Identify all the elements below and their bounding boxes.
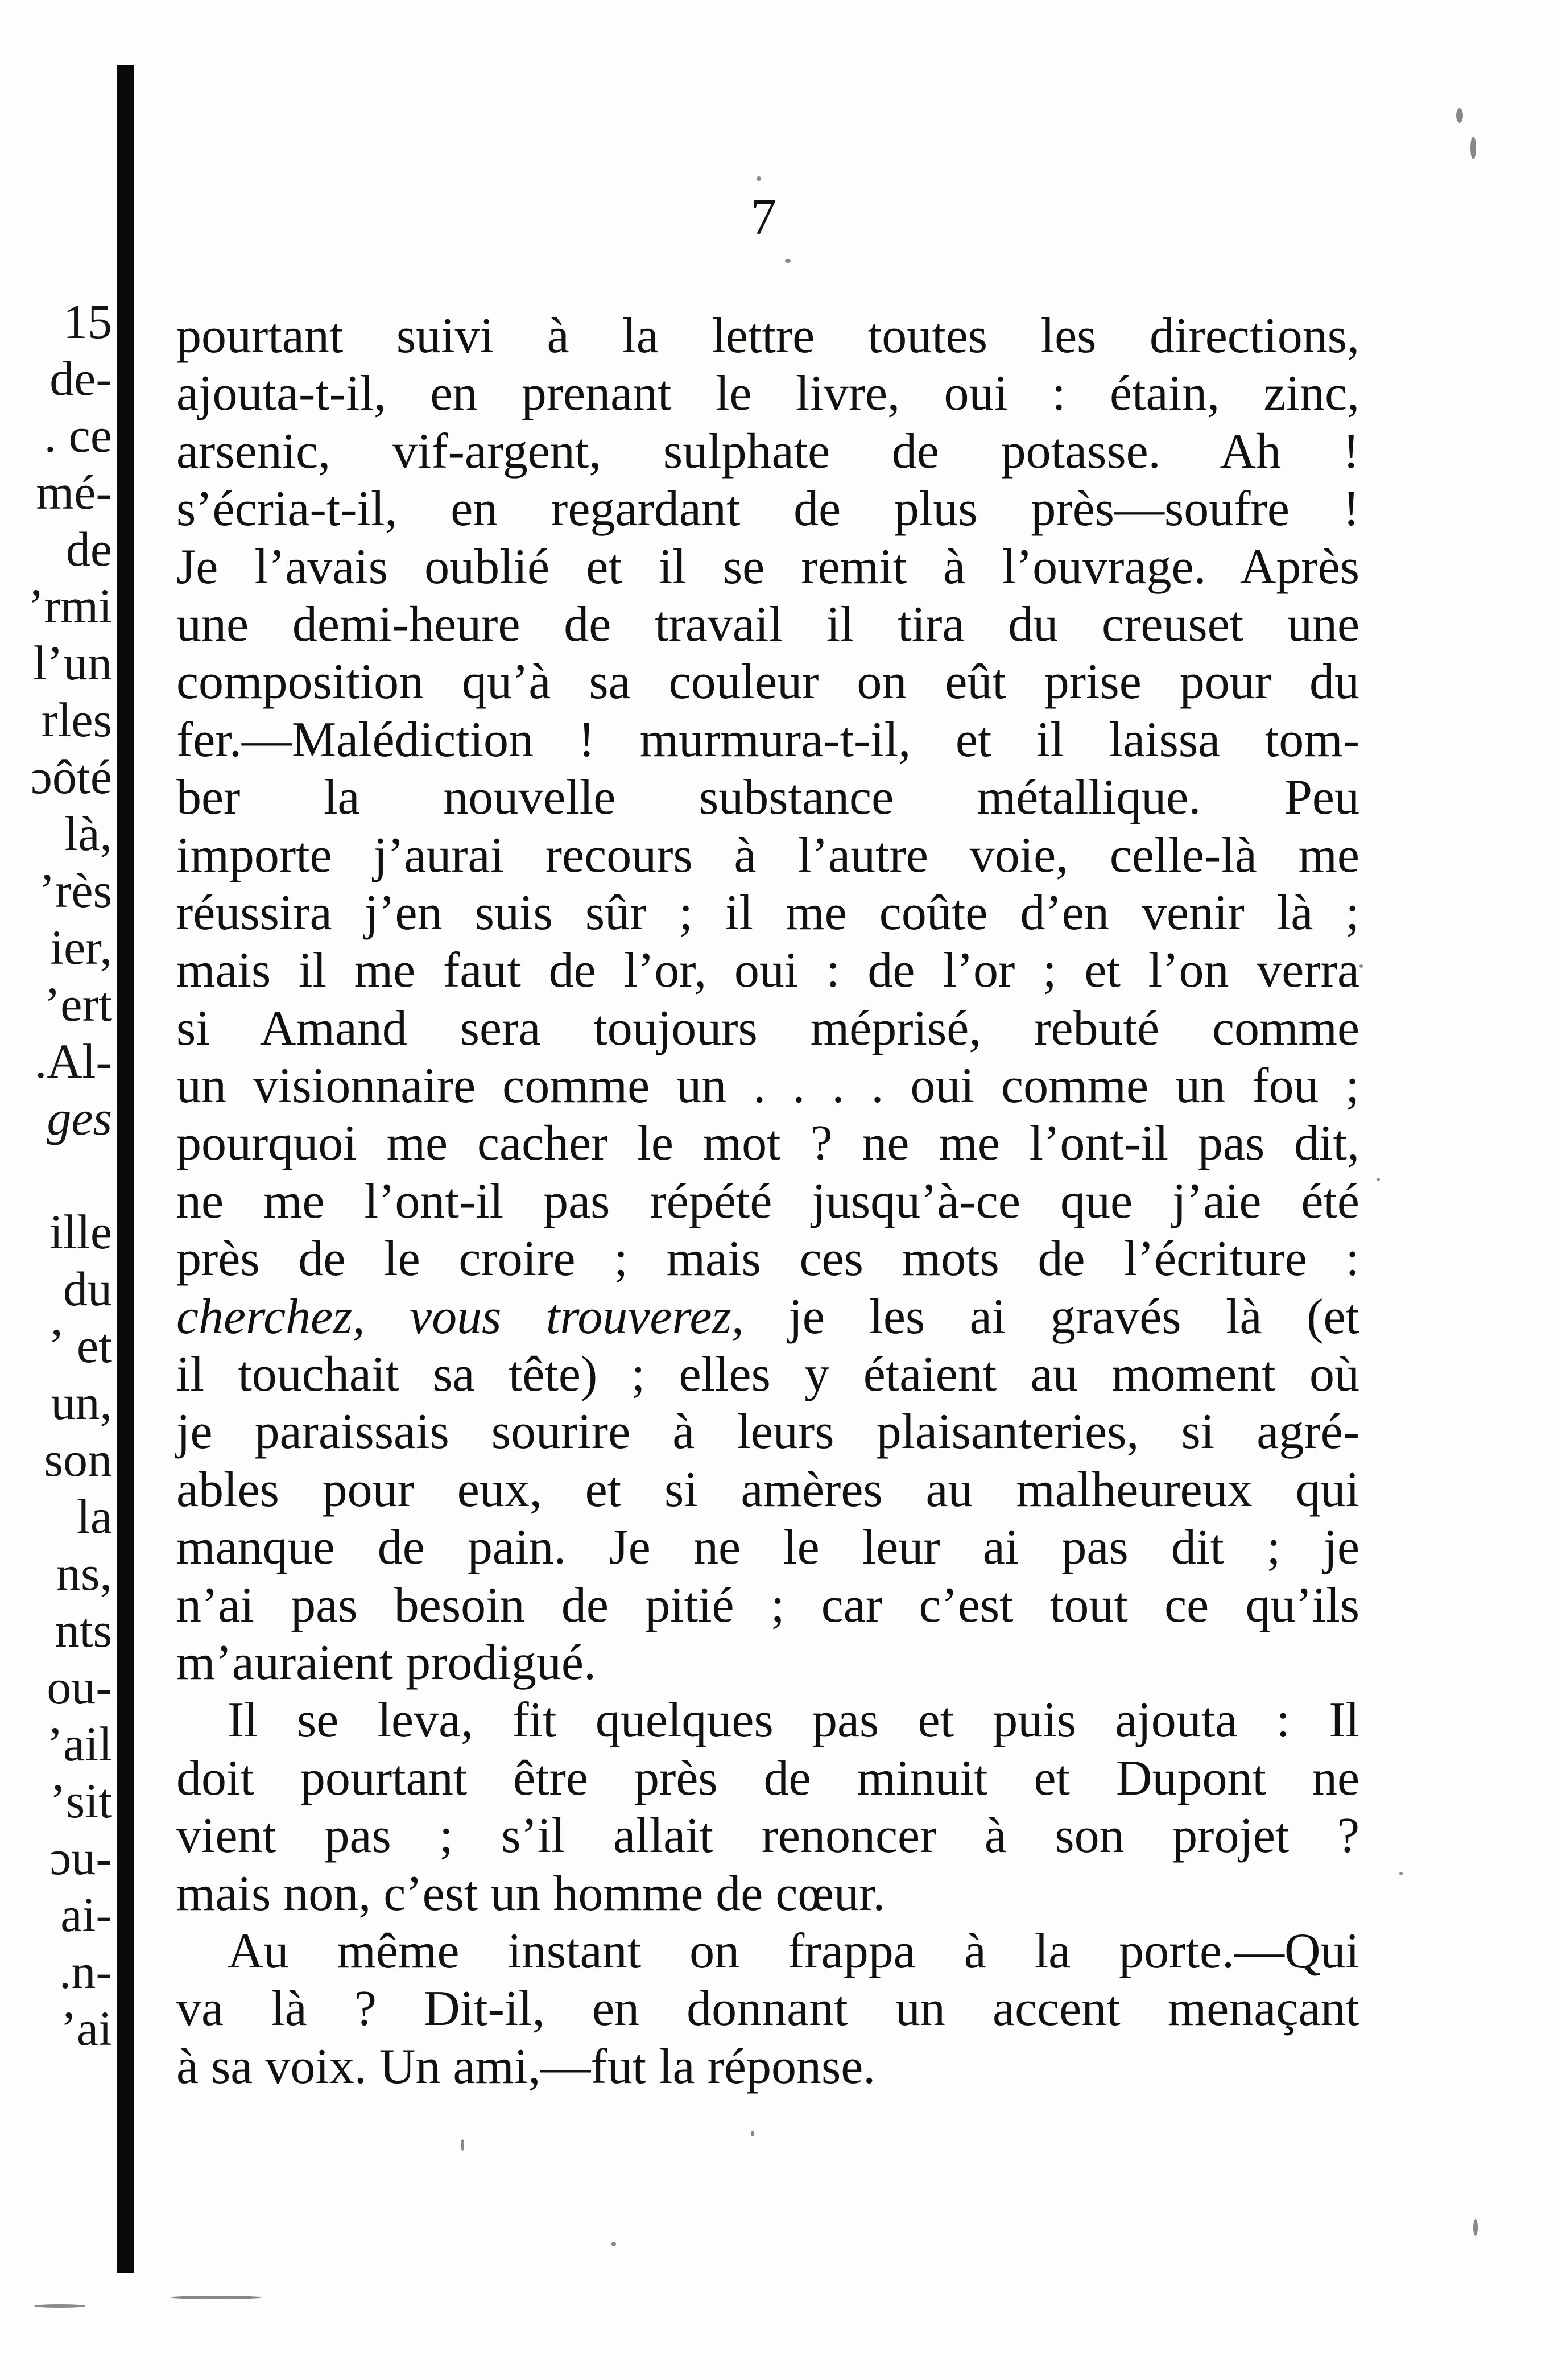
italic-quote-part: vous trouverez, bbox=[410, 1289, 744, 1344]
margin-line: ɔôté bbox=[30, 749, 112, 804]
text-line: Au même instant on frappa à la porte.—Qui bbox=[228, 1923, 1359, 1979]
margin-line: ʼrès bbox=[39, 863, 112, 918]
text-line: doit pourtant être près de minuit et Dupont ne bbox=[176, 1750, 1359, 1806]
margin-line: 15 bbox=[63, 294, 112, 349]
text-line: Je l’avais oublié et il se remit à l’ouvrage. Après bbox=[176, 539, 1359, 595]
text-line: mais il me faut de l’or, oui : de l’or ; et l’on verra bbox=[176, 943, 1359, 999]
margin-line: . ce bbox=[44, 408, 112, 463]
margin-line: son bbox=[44, 1432, 112, 1487]
scan-speck bbox=[1399, 1872, 1403, 1875]
binding-gutter bbox=[117, 65, 134, 2273]
scan-speck bbox=[171, 2296, 262, 2299]
text-line: m’auraient prodigué. bbox=[176, 1635, 596, 1690]
text-line: ber la nouvelle substance métallique. Peu bbox=[176, 770, 1359, 826]
text-line: importe j’aurai recours à l’autre voie, celle-là me bbox=[176, 827, 1359, 883]
text-line: va là ? Dit-il, en donnant un accent menaçant bbox=[176, 1981, 1359, 2037]
margin-line: .n- bbox=[59, 1944, 112, 1999]
margin-line: ai- bbox=[60, 1887, 112, 1942]
scan-speck bbox=[751, 2131, 754, 2136]
margin-line: .Al- bbox=[34, 1034, 112, 1088]
margin-line: ges bbox=[47, 1091, 112, 1145]
scan-speck bbox=[461, 2139, 464, 2151]
scan-speck bbox=[757, 176, 761, 181]
text-line: n’ai pas besoin de pitié ; car c’est tout ce qu’ils bbox=[176, 1577, 1359, 1633]
text-line: ne me l’ont-il pas répété jusqu’à-ce que j’aie été bbox=[176, 1173, 1359, 1229]
italic-quote-part: cherchez, bbox=[176, 1289, 365, 1344]
scan-speck bbox=[1377, 1178, 1380, 1181]
margin-line: mé- bbox=[36, 465, 112, 519]
text-line: Il se leva, fit quelques pas et puis ajouta : Il bbox=[228, 1693, 1359, 1748]
margin-line: de- bbox=[49, 351, 112, 406]
scan-speck bbox=[1359, 964, 1363, 968]
scan-speck bbox=[611, 2242, 616, 2246]
text-line: pourtant suivi à la lettre toutes les directions, bbox=[176, 308, 1359, 364]
margin-line: du bbox=[63, 1261, 112, 1316]
margin-line: ʼ et bbox=[48, 1318, 112, 1373]
text-line: composition qu’à sa couleur on eût prise pour du bbox=[176, 654, 1359, 710]
body-text bbox=[176, 307, 1359, 2096]
margin-line: nts bbox=[55, 1603, 112, 1657]
text-line: pourquoi me cacher le mot ? ne me l’ont-il pas dit, bbox=[176, 1116, 1359, 1172]
text-line: ajouta-t-il, en prenant le livre, oui : étain, zinc, bbox=[176, 366, 1359, 422]
scan-speck bbox=[785, 259, 791, 263]
text-line: ables pour eux, et si amères au malheureux qui bbox=[176, 1462, 1359, 1517]
margin-line: de bbox=[65, 522, 112, 576]
margin-line: là, bbox=[64, 806, 112, 861]
text-line: vient pas ; s’il allait renoncer à son projet ? bbox=[176, 1808, 1359, 1864]
margin-line: rles bbox=[41, 692, 112, 747]
margin-line: ier, bbox=[50, 920, 112, 975]
scan-speck bbox=[34, 2304, 85, 2308]
margin-line: ɔu- bbox=[49, 1830, 112, 1885]
text-line: près de le croire ; mais ces mots de l’écriture : bbox=[176, 1231, 1359, 1287]
text-fragment: je les ai gravés là (et bbox=[788, 1289, 1359, 1344]
margin-line: la bbox=[76, 1489, 112, 1544]
text-line: une demi-heure de travail il tira du creuset une bbox=[176, 596, 1359, 652]
text-line: fer.—Malédiction ! murmura-t-il, et il laissa tom- bbox=[176, 712, 1359, 768]
margin-line: un, bbox=[51, 1375, 112, 1430]
scan-speck bbox=[1470, 137, 1476, 159]
margin-line: ns, bbox=[56, 1546, 112, 1601]
text-line: à sa voix. Un ami,—fut la réponse. bbox=[176, 2039, 876, 2094]
margin-line: ʼai bbox=[60, 2001, 112, 2056]
margin-line: ʼrmi bbox=[27, 579, 112, 633]
margin-line: ʼail bbox=[47, 1717, 112, 1771]
margin-line: ou- bbox=[47, 1660, 112, 1714]
margin-line bbox=[0, 1146, 117, 1203]
text-line: s’écria-t-il, en regardant de plus près—soufre ! bbox=[176, 481, 1359, 537]
margin-line: l’un bbox=[33, 636, 112, 690]
text-line: mais non, c’est un homme de cœur. bbox=[176, 1866, 886, 1921]
scan-speck bbox=[1473, 2219, 1478, 2236]
text-line: un visionnaire comme un . . . . oui comme un fou ; bbox=[176, 1058, 1359, 1114]
text-line: manque de pain. Je ne le leur ai pas dit ; je bbox=[176, 1520, 1359, 1575]
text-line: réussira j’en suis sûr ; il me coûte d’en venir là ; bbox=[176, 885, 1359, 941]
previous-page-margin-text bbox=[0, 293, 117, 2057]
margin-line: ʼert bbox=[44, 977, 112, 1032]
text-line: arsenic, vif-argent, sulphate de potasse. Ah ! bbox=[176, 423, 1359, 479]
text-line: il touchait sa tête) ; elles y étaient au moment où bbox=[176, 1347, 1359, 1403]
scan-speck bbox=[1456, 108, 1463, 123]
margin-line: ʼsit bbox=[49, 1773, 112, 1828]
page-number: 7 bbox=[751, 189, 776, 245]
text-line: si Amand sera toujours méprisé, rebuté comme bbox=[176, 1000, 1359, 1056]
text-line: je paraissais sourire à leurs plaisanteries, si agré- bbox=[176, 1404, 1359, 1460]
margin-line: ille bbox=[49, 1205, 112, 1259]
text-line-with-italics bbox=[176, 1288, 1359, 1346]
